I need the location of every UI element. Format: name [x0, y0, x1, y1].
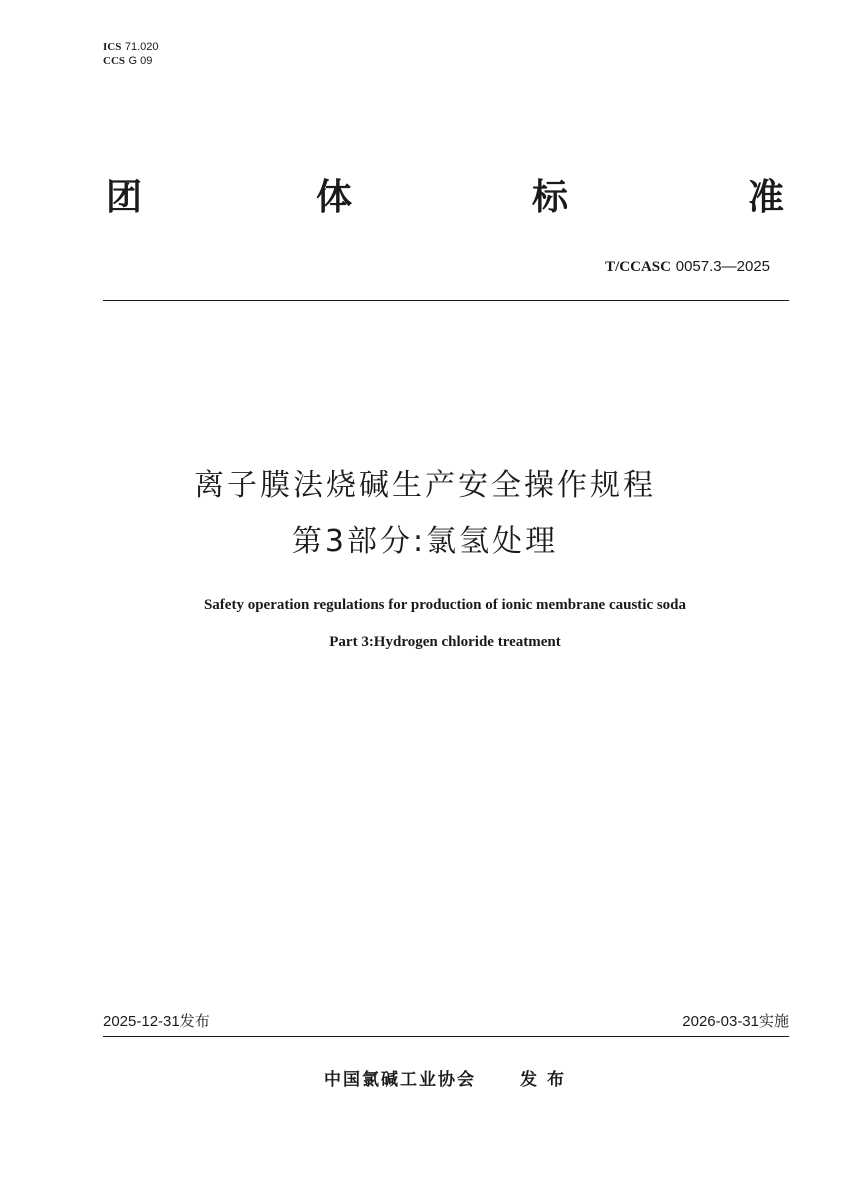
issue-date: 2025-12-31发布	[103, 1013, 210, 1030]
header-char-4: 准	[748, 177, 785, 218]
standard-number-prefix: T/CCASC	[605, 259, 671, 275]
title-en-line2: Part 3:Hydrogen chloride treatment	[329, 634, 561, 650]
ccs-line	[103, 54, 159, 68]
title-cn-line1: 离子膜法烧碱生产安全操作规程	[194, 468, 656, 503]
implementation-date: 2026-03-31实施	[682, 1013, 789, 1030]
title-en-line1: Safety operation regulations for production of ionic membrane caustic soda	[203, 597, 687, 613]
publisher-action: 发 布	[520, 1070, 566, 1090]
ccs-code: G 09	[128, 55, 153, 67]
ics-line	[103, 40, 159, 54]
ics-label: ICS	[103, 41, 122, 53]
publisher-name: 中国氯碱工业协会	[324, 1070, 477, 1090]
header-char-2: 体	[316, 177, 353, 218]
header-char-1: 团	[106, 177, 143, 218]
publisher	[0, 1069, 850, 1091]
ccs-label: CCS	[103, 55, 126, 67]
header-char-3: 标	[532, 177, 569, 218]
header-divider	[103, 300, 789, 301]
classification-codes	[103, 40, 159, 68]
standard-number	[605, 257, 770, 276]
title-cn-line2: 第3部分:氯氢处理	[291, 524, 559, 559]
footer-divider	[103, 1036, 789, 1037]
standard-number-value: 0057.3—2025	[675, 258, 770, 275]
ics-code: 71.020	[124, 41, 159, 53]
